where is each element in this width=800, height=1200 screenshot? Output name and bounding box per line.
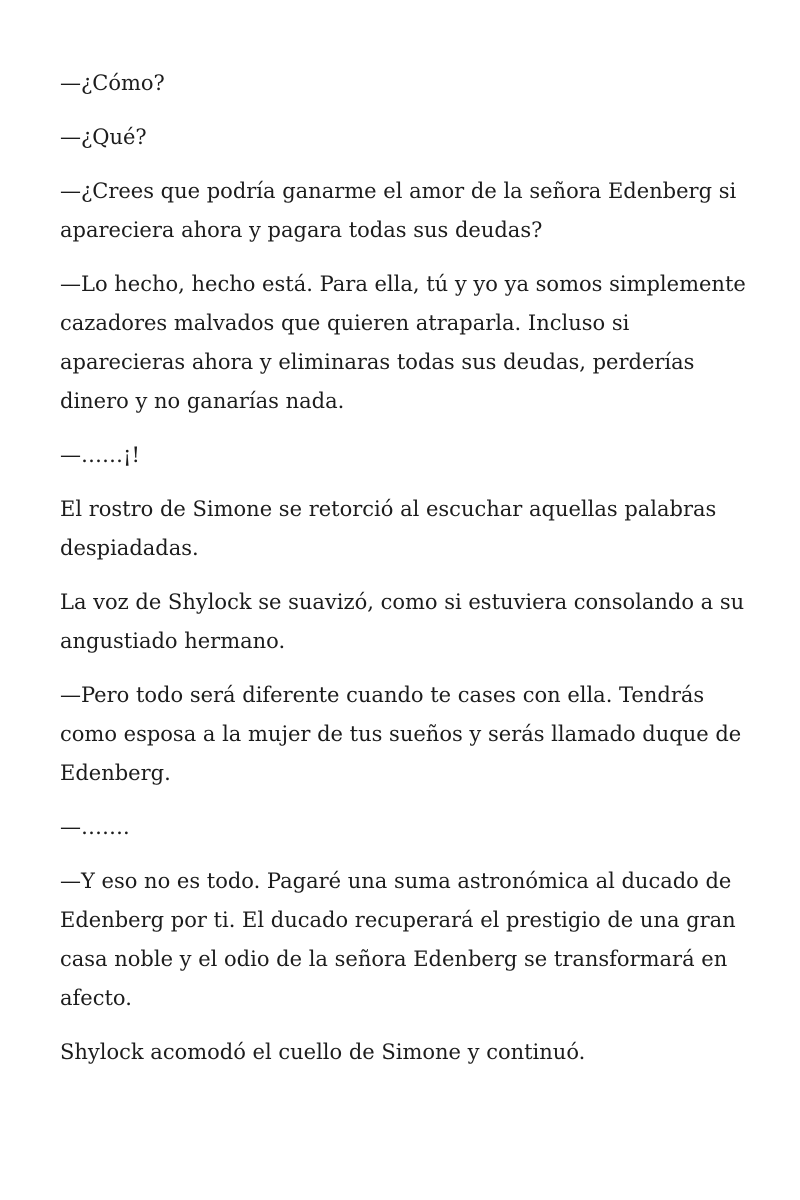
paragraph: —Lo hecho, hecho está. Para ella, tú y yo ya somos simplemente cazadores malvados que quieren atraparla. Incluso si aparecieras ahora y eliminaras todas sus deudas, perderías dinero y no ganarías nada. — [60, 272, 746, 413]
paragraph: —¿Cómo? — [60, 71, 165, 95]
paragraph: —¿Qué? — [60, 125, 147, 149]
paragraph: El rostro de Simone se retorció al escuchar aquellas palabras despiadadas. — [60, 497, 717, 560]
paragraph: La voz de Shylock se suavizó, como si estuviera consolando a su angustiado hermano. — [60, 590, 745, 653]
paragraph: —……. — [60, 815, 130, 839]
paragraph: —Pero todo será diferente cuando te cases con ella. Tendrás como esposa a la mujer de tus sueños y serás llamado duque de Edenberg. — [60, 683, 742, 785]
paragraph: Shylock acomodó el cuello de Simone y continuó. — [60, 1040, 586, 1064]
paragraph: —……¡! — [60, 443, 140, 467]
document-body — [60, 64, 750, 1087]
paragraph: —¿Crees que podría ganarme el amor de la señora Edenberg si apareciera ahora y pagara todas sus deudas? — [60, 179, 737, 242]
paragraph: —Y eso no es todo. Pagaré una suma astronómica al ducado de Edenberg por ti. El ducado recuperará el prestigio de una gran casa noble y el odio de la señora Edenberg se transformará en afecto. — [60, 869, 736, 1010]
